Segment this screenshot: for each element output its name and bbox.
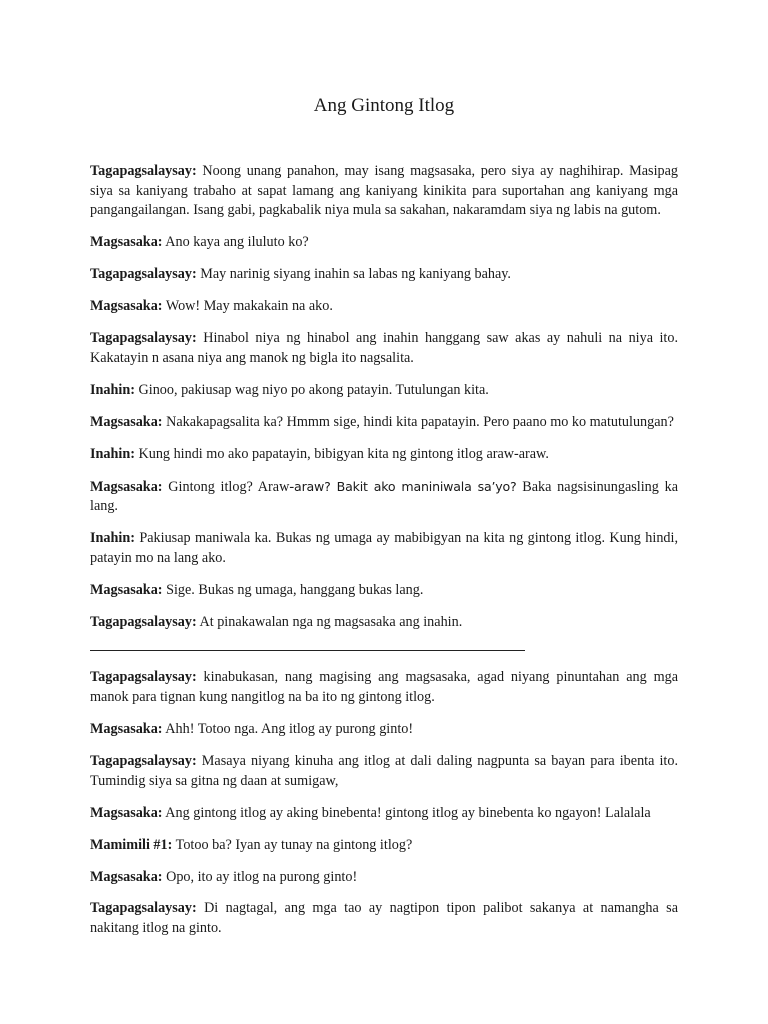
dialogue-paragraph (90, 233, 678, 253)
speaker-label: Inahin: (90, 530, 135, 547)
dialogue-text: Ano kaya ang iluluto ko? (165, 234, 309, 251)
dialogue-paragraph (90, 381, 678, 401)
speaker-label: Mamimili #1: (90, 836, 173, 853)
dialogue-text: Gintong itlog? Araw- (168, 478, 295, 495)
dialogue-text: Di nagtagal, ang mga tao ay nagtipon tipon palibot sakanya at namangha sa nakitang itlog na ginto. (90, 900, 678, 937)
dialogue-text: Ang gintong itlog ay aking binebenta! gintong itlog ay binebenta ko ngayon! Lalalala (165, 804, 651, 821)
dialogue-paragraph (90, 581, 678, 601)
dialogue-paragraph (90, 265, 678, 285)
speaker-label: Magsasaka: (90, 298, 163, 315)
dialogue-text: Kung hindi mo ako papatayin, bibigyan kita ng gintong itlog araw-araw. (138, 445, 549, 462)
dialogue-text: At pinakawalan nga ng magsasaka ang inahin. (199, 613, 463, 630)
dialogue-paragraph (90, 720, 678, 740)
dialogue-paragraph (90, 668, 678, 707)
speaker-label: Magsasaka: (90, 234, 163, 251)
dialogue-text: Opo, ito ay itlog na purong ginto! (166, 868, 358, 885)
speaker-label: Magsasaka: (90, 868, 163, 885)
dialogue-paragraph (90, 413, 678, 433)
dialogue-paragraph (90, 836, 678, 856)
dialogue-paragraph (90, 752, 678, 791)
dialogue-paragraph (90, 329, 678, 368)
dialogue-paragraph (90, 477, 678, 517)
dialogue-text: Totoo ba? Iyan ay tunay na gintong itlog? (175, 836, 413, 853)
speaker-label: Magsasaka: (90, 720, 163, 737)
dialogue-paragraph (90, 899, 678, 938)
dialogue-text: Ginoo, pakiusap wag niyo po akong patayin. Tutulungan kita. (138, 381, 489, 398)
dialogue-text: Masaya niyang kinuha ang itlog at dali daling nagpunta sa bayan para ibenta ito. Tumindig siya sa gitna ng daan at sumigaw, (90, 752, 679, 789)
dialogue-text: Pakiusap maniwala ka. Bukas ng umaga ay mabibigyan na kita ng gintong itlog. Kung hindi, patayin mo na lang ako. (90, 530, 679, 566)
dialogue-text: kinabukasan, nang magising ang magsasaka, agad niyang pinuntahan ang mga manok para tignan kung nangitlog na ba ito ng gintong itlog. (90, 669, 678, 705)
dialogue-paragraph (90, 162, 678, 221)
speaker-label: Tagapagsalaysay: (90, 613, 197, 630)
dialogue-text: Hinabol niya ng hinabol ang inahin hanggang saw akas ay nahuli na niya ito. Kakatayin n asana niya ang manok ng bigla ito nagsalita. (90, 330, 679, 366)
speaker-label: Inahin: (90, 445, 135, 462)
speaker-label: Tagapagsalaysay: (90, 752, 197, 769)
speaker-label: Tagapagsalaysay: (90, 266, 197, 283)
document-title: Ang Gintong Itlog (313, 95, 455, 116)
speaker-label: Magsasaka: (90, 413, 163, 430)
speaker-label: Magsasaka: (90, 581, 163, 598)
section-divider-row (90, 632, 678, 668)
dialogue-text: Ahh! Totoo nga. Ang itlog ay purong ginto! (165, 720, 414, 737)
dialogue-paragraph (90, 529, 678, 568)
dialogue-paragraph (90, 868, 678, 888)
dialogue-text: Sige. Bukas ng umaga, hanggang bukas lang. (166, 581, 424, 598)
speaker-label: Tagapagsalaysay: (90, 669, 197, 686)
dialogue-paragraph (90, 804, 678, 824)
dialogue-text: Wow! May makakain na ako. (165, 298, 333, 315)
dialogue-text-alt-font: araw? Bakit ako maniniwala sa’yo? (294, 478, 517, 494)
dialogue-paragraph (90, 613, 678, 633)
section-divider (90, 650, 525, 651)
speaker-label: Tagapagsalaysay: (90, 900, 197, 917)
dialogue-text: Nakakapagsalita ka? Hmmm sige, hindi kita papatayin. Pero paano mo ko matutulungan? (166, 413, 674, 430)
speaker-label: Magsasaka: (90, 804, 163, 821)
dialogue-paragraph (90, 297, 678, 317)
dialogue-text: Noong unang panahon, may isang magsasaka, pero siya ay naghihirap. Masipag siya sa kaniyang trabaho at sapat lamang ang kaniyang kinikita para suportahan ang kaniyang mga pangangailangan. Isang gabi, pagkabalik niya mula sa sakahan, nakaramdam siya ng labis na gutom. (90, 163, 679, 219)
speaker-label: Inahin: (90, 381, 135, 398)
speaker-label: Magsasaka: (90, 478, 163, 495)
document-body (90, 162, 678, 939)
dialogue-text: Baka nagsisinungasling ka lang. (90, 478, 678, 515)
dialogue-text: May narinig siyang inahin sa labas ng kaniyang bahay. (200, 266, 511, 283)
speaker-label: Tagapagsalaysay: (90, 330, 197, 347)
dialogue-paragraph (90, 445, 678, 465)
speaker-label: Tagapagsalaysay: (90, 163, 197, 179)
